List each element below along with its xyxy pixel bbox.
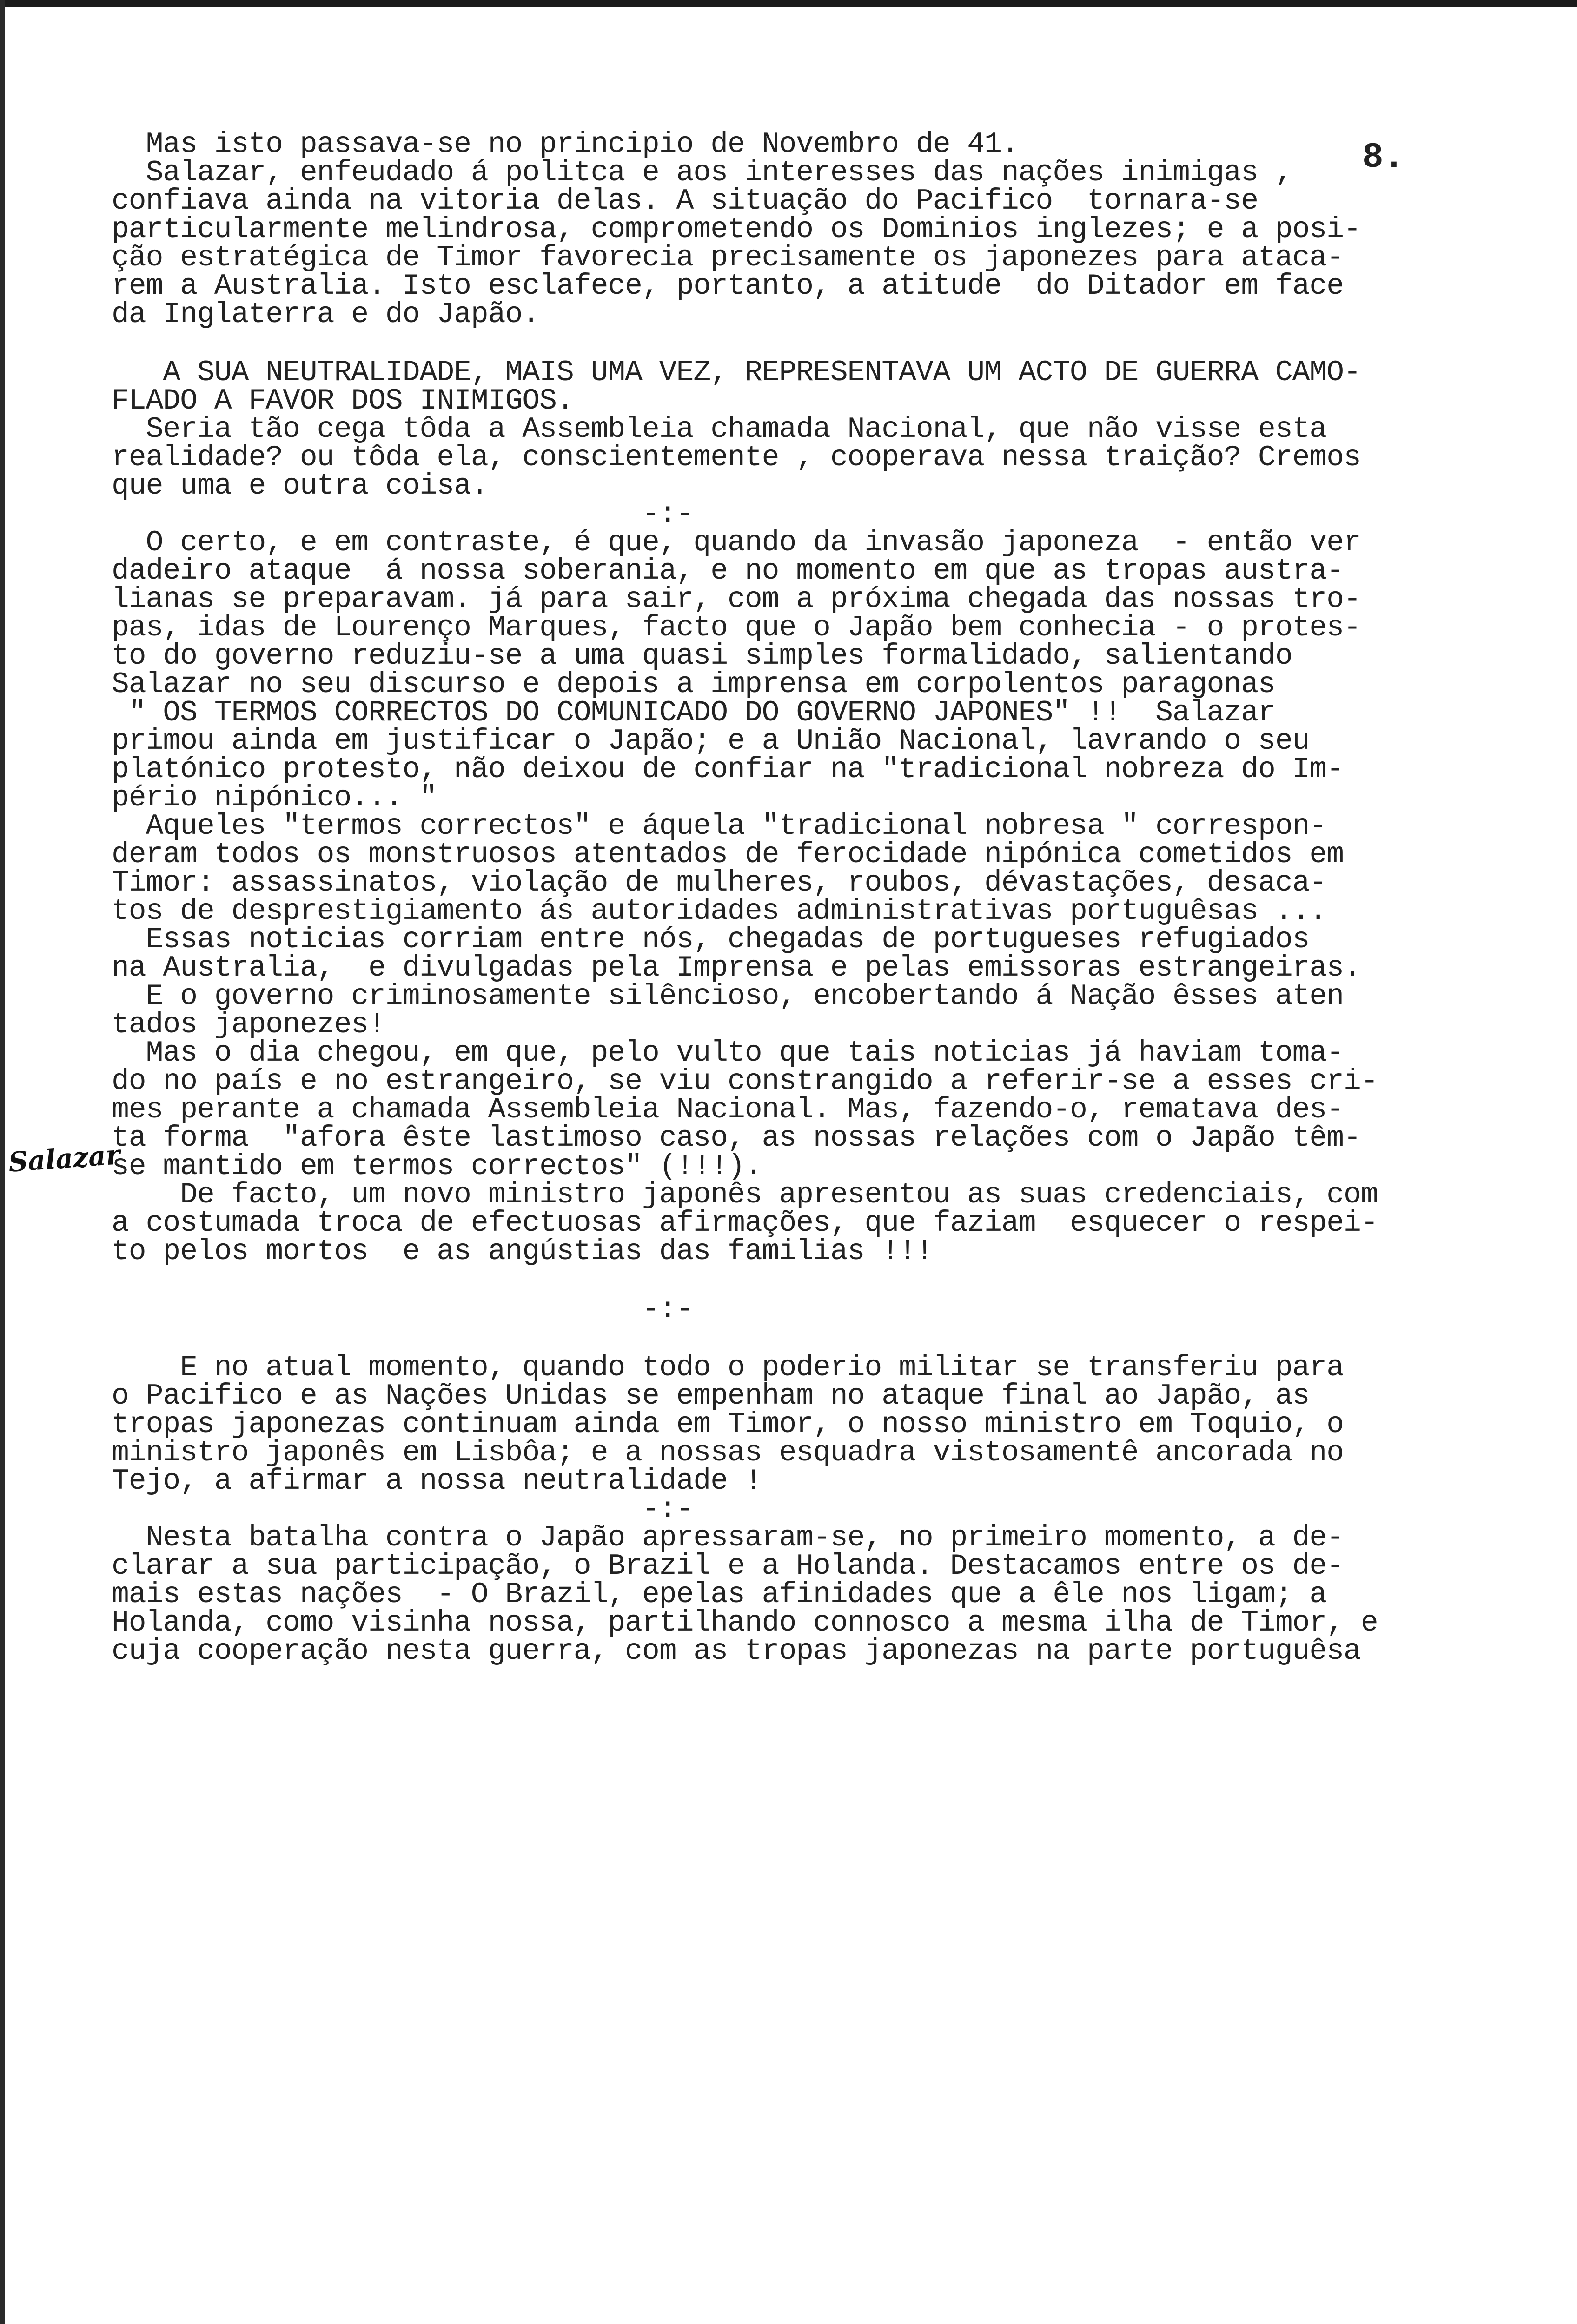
text-line: ção estratégica de Timor favorecia precisamente os japonezes para ataca- <box>112 241 1344 274</box>
text-line <box>112 329 1506 358</box>
text-line: Aqueles "termos correctos" e áquela "tradicional nobresa " correspon- <box>112 810 1327 843</box>
text-line: tados japonezes! <box>112 1008 385 1041</box>
text-line: que uma e outra coisa. <box>112 469 488 502</box>
text-line <box>112 1324 1506 1353</box>
text-line: platónico protesto, não deixou de confiar na "tradicional nobreza do Im- <box>112 753 1344 786</box>
text-line: to pelos mortos e as angústias das familias !!! <box>112 1235 933 1268</box>
text-line: rem a Australia. Isto esclafece, portanto, a atitude do Ditador em face <box>112 270 1344 303</box>
text-line: Salazar no seu discurso e depois a imprensa em corpolentos paragonas <box>112 668 1275 701</box>
page-border-top <box>0 0 1577 7</box>
page-number: 8. <box>1362 138 1405 178</box>
text-line: primou ainda em justificar o Japão; e a União Nacional, lavrando o seu <box>112 725 1310 758</box>
text-line: A SUA NEUTRALIDADE, MAIS UMA VEZ, REPRESENTAVA UM ACTO DE GUERRA CAMO- <box>112 356 1361 389</box>
text-line: cuja cooperação nesta guerra, com as tropas japonezas na parte portuguêsa <box>112 1635 1361 1668</box>
text-line: ministro japonês em Lisbôa; e a nossas esquadra vistosamentê ancorada no <box>112 1436 1344 1469</box>
text-line: " OS TERMOS CORRECTOS DO COMUNICADO DO GOVERNO JAPONES" !! Salazar <box>112 696 1275 729</box>
text-line: Timor: assassinatos, violação de mulheres, roubos, dévastações, desaca- <box>112 866 1327 899</box>
text-line: da Inglaterra e do Japão. <box>112 298 540 331</box>
text-line: Salazar, enfeudado á politca e aos interesses das nações inimigas , <box>112 156 1292 189</box>
text-line: -:- <box>112 1493 694 1526</box>
text-line <box>112 1266 1506 1295</box>
text-line: o Pacifico e as Nações Unidas se empenham no ataque final ao Japão, as <box>112 1380 1310 1413</box>
text-line: tos de desprestigiamento ás autoridades administrativas portuguêsas ... <box>112 895 1327 928</box>
text-line: se mantido em termos correctos" (!!!). <box>112 1150 762 1183</box>
text-line: Seria tão cega tôda a Assembleia chamada Nacional, que não visse esta <box>112 413 1327 446</box>
text-line: particularmente melindrosa, comprometendo os Dominios inglezes; e a posi- <box>112 213 1361 246</box>
text-line: dadeiro ataque á nossa soberania, e no momento em que as tropas austra- <box>112 555 1344 588</box>
text-line: pério nipónico... " <box>112 781 437 814</box>
page-border-left <box>0 0 5 2324</box>
text-line: ta forma "afora êste lastimoso caso, as nossas relações com o Japão têm- <box>112 1122 1361 1155</box>
text-line: tropas japonezas continuam ainda em Timor, o nosso ministro em Toquio, o <box>112 1408 1344 1441</box>
typewritten-text-body <box>112 128 1506 1668</box>
text-line: Holanda, como visinha nossa, partilhando connosco a mesma ilha de Timor, e <box>112 1606 1378 1639</box>
text-line: Tejo, a afirmar a nossa neutralidade ! <box>112 1465 762 1498</box>
text-line: deram todos os monstruosos atentados de ferocidade nipónica cometidos em <box>112 838 1344 871</box>
text-line: to do governo reduziu-se a uma quasi simples formalidado, salientando <box>112 640 1292 673</box>
text-line: mais estas nações - O Brazil, epelas afinidades que a êle nos ligam; a <box>112 1578 1327 1611</box>
text-line: a costumada troca de efectuosas afirmações, que faziam esquecer o respei- <box>112 1207 1378 1240</box>
text-line: -:- <box>112 1293 694 1326</box>
text-line: do no país e no estrangeiro, se viu constrangido a referir-se a esses cri- <box>112 1065 1378 1098</box>
text-line: E o governo criminosamente silêncioso, encobertando á Nação êsses aten <box>112 980 1344 1013</box>
text-line: Essas noticias corriam entre nós, chegadas de portugueses refugiados <box>112 923 1310 956</box>
text-line: -:- <box>112 498 694 531</box>
text-line: O certo, e em contraste, é que, quando da invasão japoneza - então ver <box>112 526 1361 559</box>
text-line: clarar a sua participação, o Brazil e a Holanda. Destacamos entre os de- <box>112 1550 1344 1583</box>
text-line: confiava ainda na vitoria delas. A situação do Pacifico tornara-se <box>112 185 1259 218</box>
text-line: De facto, um novo ministro japonês apresentou as suas credenciais, com <box>112 1178 1378 1211</box>
text-line: E no atual momento, quando todo o poderio militar se transferiu para <box>112 1351 1344 1384</box>
text-line: na Australia, e divulgadas pela Imprensa e pelas emissoras estrangeiras. <box>112 951 1361 984</box>
text-line: Mas o dia chegou, em que, pelo vulto que tais noticias já haviam toma- <box>112 1037 1344 1070</box>
text-line: mes perante a chamada Assembleia Nacional. Mas, fazendo-o, rematava des- <box>112 1093 1344 1126</box>
text-line: FLADO A FAVOR DOS INIMIGOS. <box>112 384 574 417</box>
text-line: pas, idas de Lourenço Marques, facto que o Japão bem conhecia - o protes- <box>112 611 1361 644</box>
text-line: Mas isto passava-se no principio de Novembro de 41. <box>112 128 1019 161</box>
text-line: lianas se preparavam. já para sair, com a próxima chegada das nossas tro- <box>112 583 1361 616</box>
text-line: Nesta batalha contra o Japão apressaram-se, no primeiro momento, a de- <box>112 1521 1344 1554</box>
text-line: realidade? ou tôda ela, conscientemente , cooperava nessa traição? Cremos <box>112 441 1361 474</box>
handwritten-margin-note: Salazar <box>7 1139 121 1178</box>
